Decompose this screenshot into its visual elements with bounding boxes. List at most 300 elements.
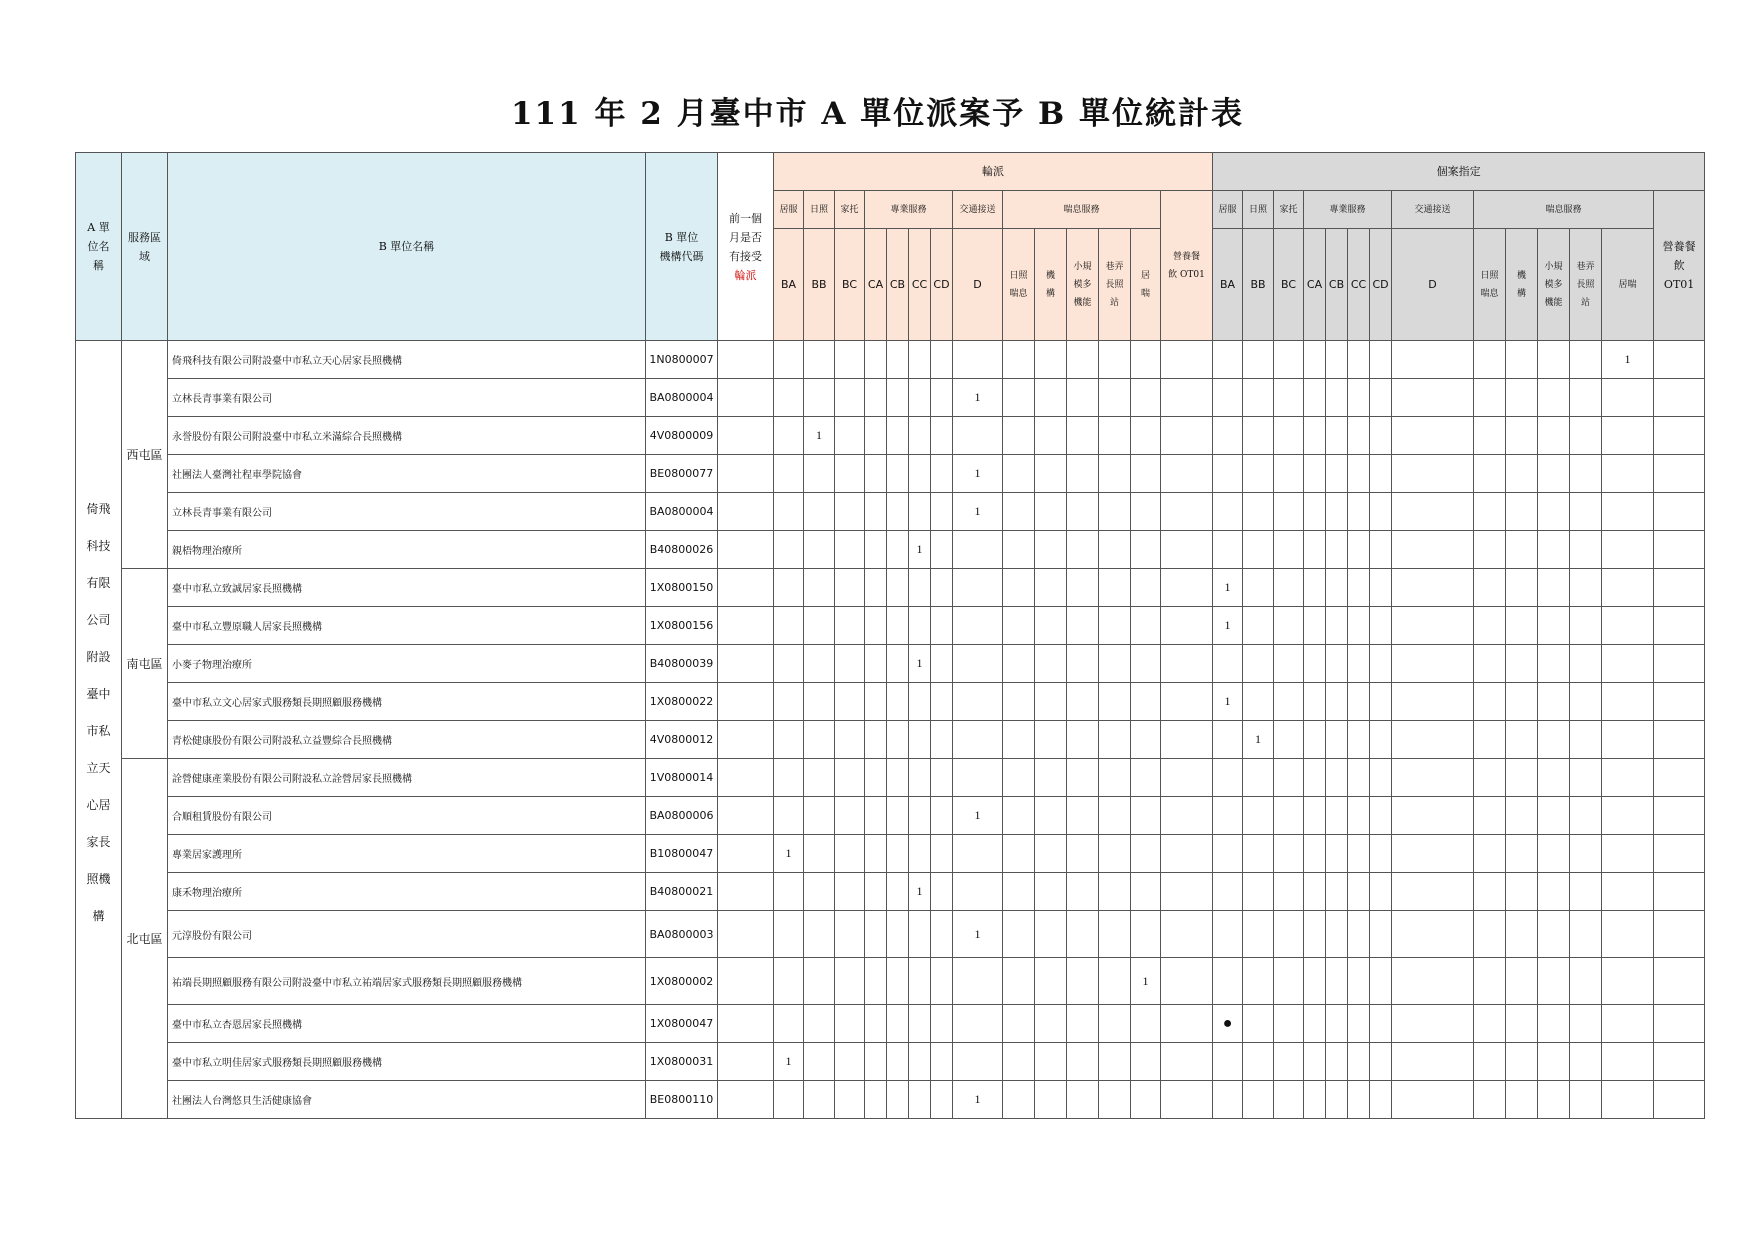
assign-cell (1243, 1005, 1274, 1043)
rotation-cell: 1 (909, 873, 931, 911)
header-assign: 個案指定 (1213, 153, 1705, 191)
header-pro: 專業服務 (865, 191, 953, 229)
rotation-cell (774, 569, 804, 607)
assign-cell (1348, 721, 1370, 759)
header-code-ca: CA (865, 229, 887, 341)
assign-cell (1602, 607, 1654, 645)
assign-cell (1274, 1005, 1304, 1043)
rotation-cell (931, 607, 953, 645)
rotation-cell (1099, 759, 1131, 797)
rotation-cell (774, 531, 804, 569)
rotation-cell (909, 379, 931, 417)
rotation-cell (1099, 645, 1131, 683)
b-unit-code: 1X0800150 (646, 569, 718, 607)
prev-month-cell (718, 797, 774, 835)
rotation-cell (804, 645, 835, 683)
assign-cell (1392, 645, 1474, 683)
assign-cell (1602, 759, 1654, 797)
assign-cell (1274, 417, 1304, 455)
assign-cell (1474, 531, 1506, 569)
b-unit-code: 1V0800014 (646, 759, 718, 797)
rotation-cell (1035, 341, 1067, 379)
assign-cell (1538, 911, 1570, 958)
assign-cell (1538, 455, 1570, 493)
rotation-cell (865, 873, 887, 911)
b-unit-code: BA0800004 (646, 493, 718, 531)
assign-cell (1274, 958, 1304, 1005)
assign-cell (1348, 531, 1370, 569)
rotation-cell (931, 683, 953, 721)
assign-cell (1370, 379, 1392, 417)
assign-cell (1602, 958, 1654, 1005)
assign-cell (1348, 379, 1370, 417)
rotation-cell (835, 759, 865, 797)
rotation-cell: 1 (774, 835, 804, 873)
rotation-cell (1003, 569, 1035, 607)
rotation-cell (1161, 607, 1213, 645)
assign-cell (1654, 1043, 1705, 1081)
assign-cell (1570, 873, 1602, 911)
b-unit-name: 永誉股份有限公司附設臺中市私立米滿綜合長照機構 (168, 417, 646, 455)
rotation-cell (887, 607, 909, 645)
assign-cell (1326, 455, 1348, 493)
b-unit-code: 4V0800009 (646, 417, 718, 455)
rotation-cell (887, 531, 909, 569)
assign-cell (1474, 797, 1506, 835)
rotation-cell (804, 873, 835, 911)
rotation-cell (1161, 417, 1213, 455)
rotation-cell: 1 (953, 911, 1003, 958)
header-code-d: D (953, 229, 1003, 341)
assign-cell (1570, 835, 1602, 873)
rotation-cell (1099, 1081, 1131, 1119)
assign-cell (1213, 455, 1243, 493)
assign-cell (1243, 569, 1274, 607)
assign-cell (1348, 341, 1370, 379)
b-unit-name: 社團法人臺灣社程車學院協會 (168, 455, 646, 493)
rotation-cell (865, 1043, 887, 1081)
rotation-cell (804, 835, 835, 873)
rotation-cell (953, 759, 1003, 797)
rotation-cell (1099, 1005, 1131, 1043)
rotation-cell (865, 531, 887, 569)
header-rotation: 輪派 (774, 153, 1213, 191)
rotation-cell (1131, 493, 1161, 531)
assign-cell (1506, 1081, 1538, 1119)
assign-cell (1570, 683, 1602, 721)
b-unit-name: 親梧物理治療所 (168, 531, 646, 569)
b-unit-name: 臺中市私立明佳居家式服務類長期照顧服務機構 (168, 1043, 646, 1081)
rotation-cell: 1 (909, 645, 931, 683)
rotation-cell (887, 721, 909, 759)
assign-cell (1348, 417, 1370, 455)
assign-cell (1370, 493, 1392, 531)
assign-cell (1392, 531, 1474, 569)
assign-cell (1654, 1005, 1705, 1043)
rotation-cell (1067, 1081, 1099, 1119)
rotation-cell (931, 493, 953, 531)
assign-cell (1370, 417, 1392, 455)
assign-cell (1348, 493, 1370, 531)
assign-cell (1213, 797, 1243, 835)
assign-cell (1274, 797, 1304, 835)
assign-cell (1274, 683, 1304, 721)
assign-cell (1474, 911, 1506, 958)
rotation-cell (1067, 683, 1099, 721)
rotation-cell: 1 (774, 1043, 804, 1081)
b-unit-code: 1X0800022 (646, 683, 718, 721)
assign-cell (1304, 873, 1326, 911)
rotation-cell (1099, 379, 1131, 417)
assign-cell (1370, 569, 1392, 607)
assign-cell (1602, 493, 1654, 531)
header-respite-small: 小規 模多 機能 (1067, 229, 1099, 341)
assign-cell (1274, 569, 1304, 607)
rotation-cell (909, 1081, 931, 1119)
header-respite-home: 居喘 (1602, 229, 1654, 341)
assign-cell (1370, 873, 1392, 911)
assign-cell (1538, 607, 1570, 645)
prev-month-cell (718, 1043, 774, 1081)
assign-cell (1538, 1043, 1570, 1081)
rotation-cell (1003, 455, 1035, 493)
assign-cell (1654, 911, 1705, 958)
rotation-cell (1161, 835, 1213, 873)
rotation-cell (1035, 1081, 1067, 1119)
assign-cell (1348, 1043, 1370, 1081)
b-unit-code: B40800021 (646, 873, 718, 911)
header-a-unit: A 單 位名 稱 (76, 153, 122, 341)
rotation-cell (909, 721, 931, 759)
rotation-cell (835, 797, 865, 835)
rotation-cell (1131, 341, 1161, 379)
assign-cell (1538, 721, 1570, 759)
service-area: 北屯區 (122, 759, 168, 1119)
assign-cell (1243, 455, 1274, 493)
b-unit-code: 1X0800156 (646, 607, 718, 645)
assign-cell (1570, 1081, 1602, 1119)
assign-cell (1654, 721, 1705, 759)
rotation-cell (1099, 493, 1131, 531)
rotation-cell (1161, 683, 1213, 721)
assign-cell: 1 (1213, 683, 1243, 721)
rotation-cell (953, 417, 1003, 455)
assign-cell (1570, 1043, 1602, 1081)
assign-cell (1570, 455, 1602, 493)
header-prev-month: 前一個 月是否 有接受 輪派 (718, 153, 774, 341)
assign-cell (1506, 1005, 1538, 1043)
rotation-cell (1131, 1005, 1161, 1043)
rotation-cell (1131, 759, 1161, 797)
assign-cell (1304, 911, 1326, 958)
assign-cell (1348, 911, 1370, 958)
rotation-cell (835, 835, 865, 873)
rotation-cell (1003, 341, 1035, 379)
assign-cell (1274, 531, 1304, 569)
assign-cell (1392, 455, 1474, 493)
rotation-cell (887, 569, 909, 607)
assign-cell (1243, 531, 1274, 569)
rotation-cell (931, 569, 953, 607)
assign-cell (1243, 873, 1274, 911)
rotation-cell (1161, 1081, 1213, 1119)
rotation-cell (931, 1081, 953, 1119)
table-row (76, 911, 1705, 958)
rotation-cell (1067, 341, 1099, 379)
header-day: 日照 (804, 191, 835, 229)
assign-cell (1570, 531, 1602, 569)
rotation-cell (909, 958, 931, 1005)
assign-cell (1654, 493, 1705, 531)
header-code-bb: BB (1243, 229, 1274, 341)
rotation-cell (887, 683, 909, 721)
b-unit-name: 小麥子物理治療所 (168, 645, 646, 683)
assign-cell (1243, 607, 1274, 645)
assign-cell (1654, 797, 1705, 835)
assign-cell (1326, 958, 1348, 1005)
assign-cell (1274, 1081, 1304, 1119)
rotation-cell (909, 911, 931, 958)
rotation-cell (887, 759, 909, 797)
assign-cell (1243, 911, 1274, 958)
assign-cell: ● (1213, 1005, 1243, 1043)
rotation-cell (1003, 493, 1035, 531)
rotation-cell (1099, 958, 1131, 1005)
assign-cell (1304, 958, 1326, 1005)
assign-cell (1326, 645, 1348, 683)
rotation-cell (909, 1043, 931, 1081)
rotation-cell (1099, 417, 1131, 455)
rotation-cell (774, 1081, 804, 1119)
rotation-cell (835, 958, 865, 1005)
header-code-cd: CD (1370, 229, 1392, 341)
rotation-cell (865, 455, 887, 493)
prev-month-cell (718, 493, 774, 531)
b-unit-name: 專業居家護理所 (168, 835, 646, 873)
rotation-cell (953, 683, 1003, 721)
assign-cell (1326, 569, 1348, 607)
rotation-cell (1131, 645, 1161, 683)
assign-cell (1274, 341, 1304, 379)
rotation-cell (865, 797, 887, 835)
assign-cell (1474, 341, 1506, 379)
rotation-cell (887, 417, 909, 455)
assign-cell (1243, 417, 1274, 455)
assign-cell (1392, 835, 1474, 873)
assign-cell (1392, 759, 1474, 797)
header-family: 家托 (1274, 191, 1304, 229)
rotation-cell (931, 911, 953, 958)
assign-cell (1326, 759, 1348, 797)
assign-cell (1570, 797, 1602, 835)
prev-month-cell (718, 607, 774, 645)
assign-cell (1304, 531, 1326, 569)
rotation-cell (774, 911, 804, 958)
rotation-cell (1067, 721, 1099, 759)
header-code-cc: CC (909, 229, 931, 341)
rotation-cell (1131, 417, 1161, 455)
assign-cell (1274, 721, 1304, 759)
assign-cell (1538, 873, 1570, 911)
assign-cell (1538, 835, 1570, 873)
rotation-cell (1161, 759, 1213, 797)
assign-cell (1654, 835, 1705, 873)
rotation-cell (835, 721, 865, 759)
header-nutrition: 營養餐 飲 OT01 (1161, 191, 1213, 341)
header-respite-home: 居 喘 (1131, 229, 1161, 341)
rotation-cell (953, 645, 1003, 683)
assign-cell (1274, 873, 1304, 911)
assign-cell (1243, 759, 1274, 797)
assign-cell (1474, 493, 1506, 531)
rotation-cell (774, 417, 804, 455)
assign-cell (1213, 531, 1243, 569)
assign-cell (1326, 1043, 1348, 1081)
rotation-cell (835, 379, 865, 417)
assign-cell: 1 (1602, 341, 1654, 379)
assign-cell (1392, 797, 1474, 835)
assign-cell (1370, 1043, 1392, 1081)
assign-cell (1392, 1005, 1474, 1043)
assign-cell (1274, 455, 1304, 493)
rotation-cell (774, 873, 804, 911)
assign-cell (1213, 493, 1243, 531)
assign-cell (1348, 835, 1370, 873)
assign-cell (1348, 683, 1370, 721)
rotation-cell (835, 873, 865, 911)
assign-cell (1654, 683, 1705, 721)
rotation-cell (1131, 835, 1161, 873)
rotation-cell (804, 455, 835, 493)
assign-cell (1474, 721, 1506, 759)
rotation-cell (774, 379, 804, 417)
rotation-cell (909, 455, 931, 493)
rotation-cell (804, 493, 835, 531)
rotation-cell (1161, 531, 1213, 569)
b-unit-name: 臺中市私立豐原職人居家長照機構 (168, 607, 646, 645)
table-row (76, 645, 1705, 683)
assign-cell (1474, 958, 1506, 1005)
rotation-cell (931, 341, 953, 379)
table-row (76, 455, 1705, 493)
rotation-cell (1003, 417, 1035, 455)
rotation-cell (865, 721, 887, 759)
b-unit-code: 1X0800031 (646, 1043, 718, 1081)
assign-cell (1370, 911, 1392, 958)
table-row (76, 607, 1705, 645)
rotation-cell (931, 835, 953, 873)
rotation-cell (804, 797, 835, 835)
prev-month-cell (718, 835, 774, 873)
rotation-cell (1003, 958, 1035, 1005)
assign-cell (1602, 531, 1654, 569)
assign-cell (1474, 873, 1506, 911)
rotation-cell: 1 (953, 797, 1003, 835)
assign-cell (1326, 417, 1348, 455)
rotation-cell (804, 958, 835, 1005)
rotation-cell: 1 (953, 379, 1003, 417)
assign-cell (1654, 607, 1705, 645)
rotation-cell (953, 958, 1003, 1005)
assign-cell: 1 (1213, 569, 1243, 607)
rotation-cell (931, 379, 953, 417)
assign-cell (1304, 1005, 1326, 1043)
rotation-cell (1067, 531, 1099, 569)
assign-cell (1392, 379, 1474, 417)
assign-cell (1243, 797, 1274, 835)
assign-cell (1538, 683, 1570, 721)
assign-cell (1370, 1081, 1392, 1119)
assign-cell (1602, 417, 1654, 455)
assign-cell (1538, 1081, 1570, 1119)
assign-cell (1348, 455, 1370, 493)
table-row (76, 958, 1705, 1005)
rotation-cell (1161, 958, 1213, 1005)
assign-cell (1274, 911, 1304, 958)
assign-cell (1213, 1081, 1243, 1119)
rotation-cell (1035, 835, 1067, 873)
assign-cell (1602, 1081, 1654, 1119)
rotation-cell (931, 797, 953, 835)
rotation-cell (1067, 607, 1099, 645)
header-code-cb: CB (1326, 229, 1348, 341)
prev-month-cell (718, 721, 774, 759)
rotation-cell: 1 (953, 493, 1003, 531)
rotation-cell (835, 455, 865, 493)
assign-cell (1304, 835, 1326, 873)
assign-cell (1243, 645, 1274, 683)
rotation-cell (774, 721, 804, 759)
rotation-cell (1067, 493, 1099, 531)
rotation-cell (1099, 341, 1131, 379)
assign-cell (1654, 341, 1705, 379)
a-unit-name: 倚飛 科技 有限 公司 附設 臺中 市私 立天 心居 家長 照機 構 (76, 341, 122, 1119)
assign-cell (1506, 721, 1538, 759)
header-respite: 喘息服務 (1003, 191, 1161, 229)
assign-cell (1304, 379, 1326, 417)
assign-cell (1602, 835, 1654, 873)
table-row (76, 417, 1705, 455)
rotation-cell (887, 455, 909, 493)
assign-cell (1370, 341, 1392, 379)
rotation-cell (774, 493, 804, 531)
rotation-cell (1067, 835, 1099, 873)
assign-cell (1326, 911, 1348, 958)
rotation-cell (931, 417, 953, 455)
assign-cell (1602, 569, 1654, 607)
assign-cell (1326, 721, 1348, 759)
rotation-cell (1099, 835, 1131, 873)
assign-cell (1602, 797, 1654, 835)
assign-cell (1274, 759, 1304, 797)
rotation-cell (1035, 379, 1067, 417)
rotation-cell (1035, 873, 1067, 911)
assign-cell (1304, 683, 1326, 721)
rotation-cell (1035, 417, 1067, 455)
rotation-cell (1131, 569, 1161, 607)
rotation-cell (835, 607, 865, 645)
rotation-cell (835, 645, 865, 683)
header-code-d: D (1392, 229, 1474, 341)
assign-cell (1602, 721, 1654, 759)
rotation-cell (1067, 911, 1099, 958)
rotation-cell (1099, 607, 1131, 645)
rotation-cell (1003, 1081, 1035, 1119)
rotation-cell (1099, 873, 1131, 911)
table-row (76, 835, 1705, 873)
b-unit-name: 社團法人台灣悠貝生活健康協會 (168, 1081, 646, 1119)
header-respite: 喘息服務 (1474, 191, 1654, 229)
